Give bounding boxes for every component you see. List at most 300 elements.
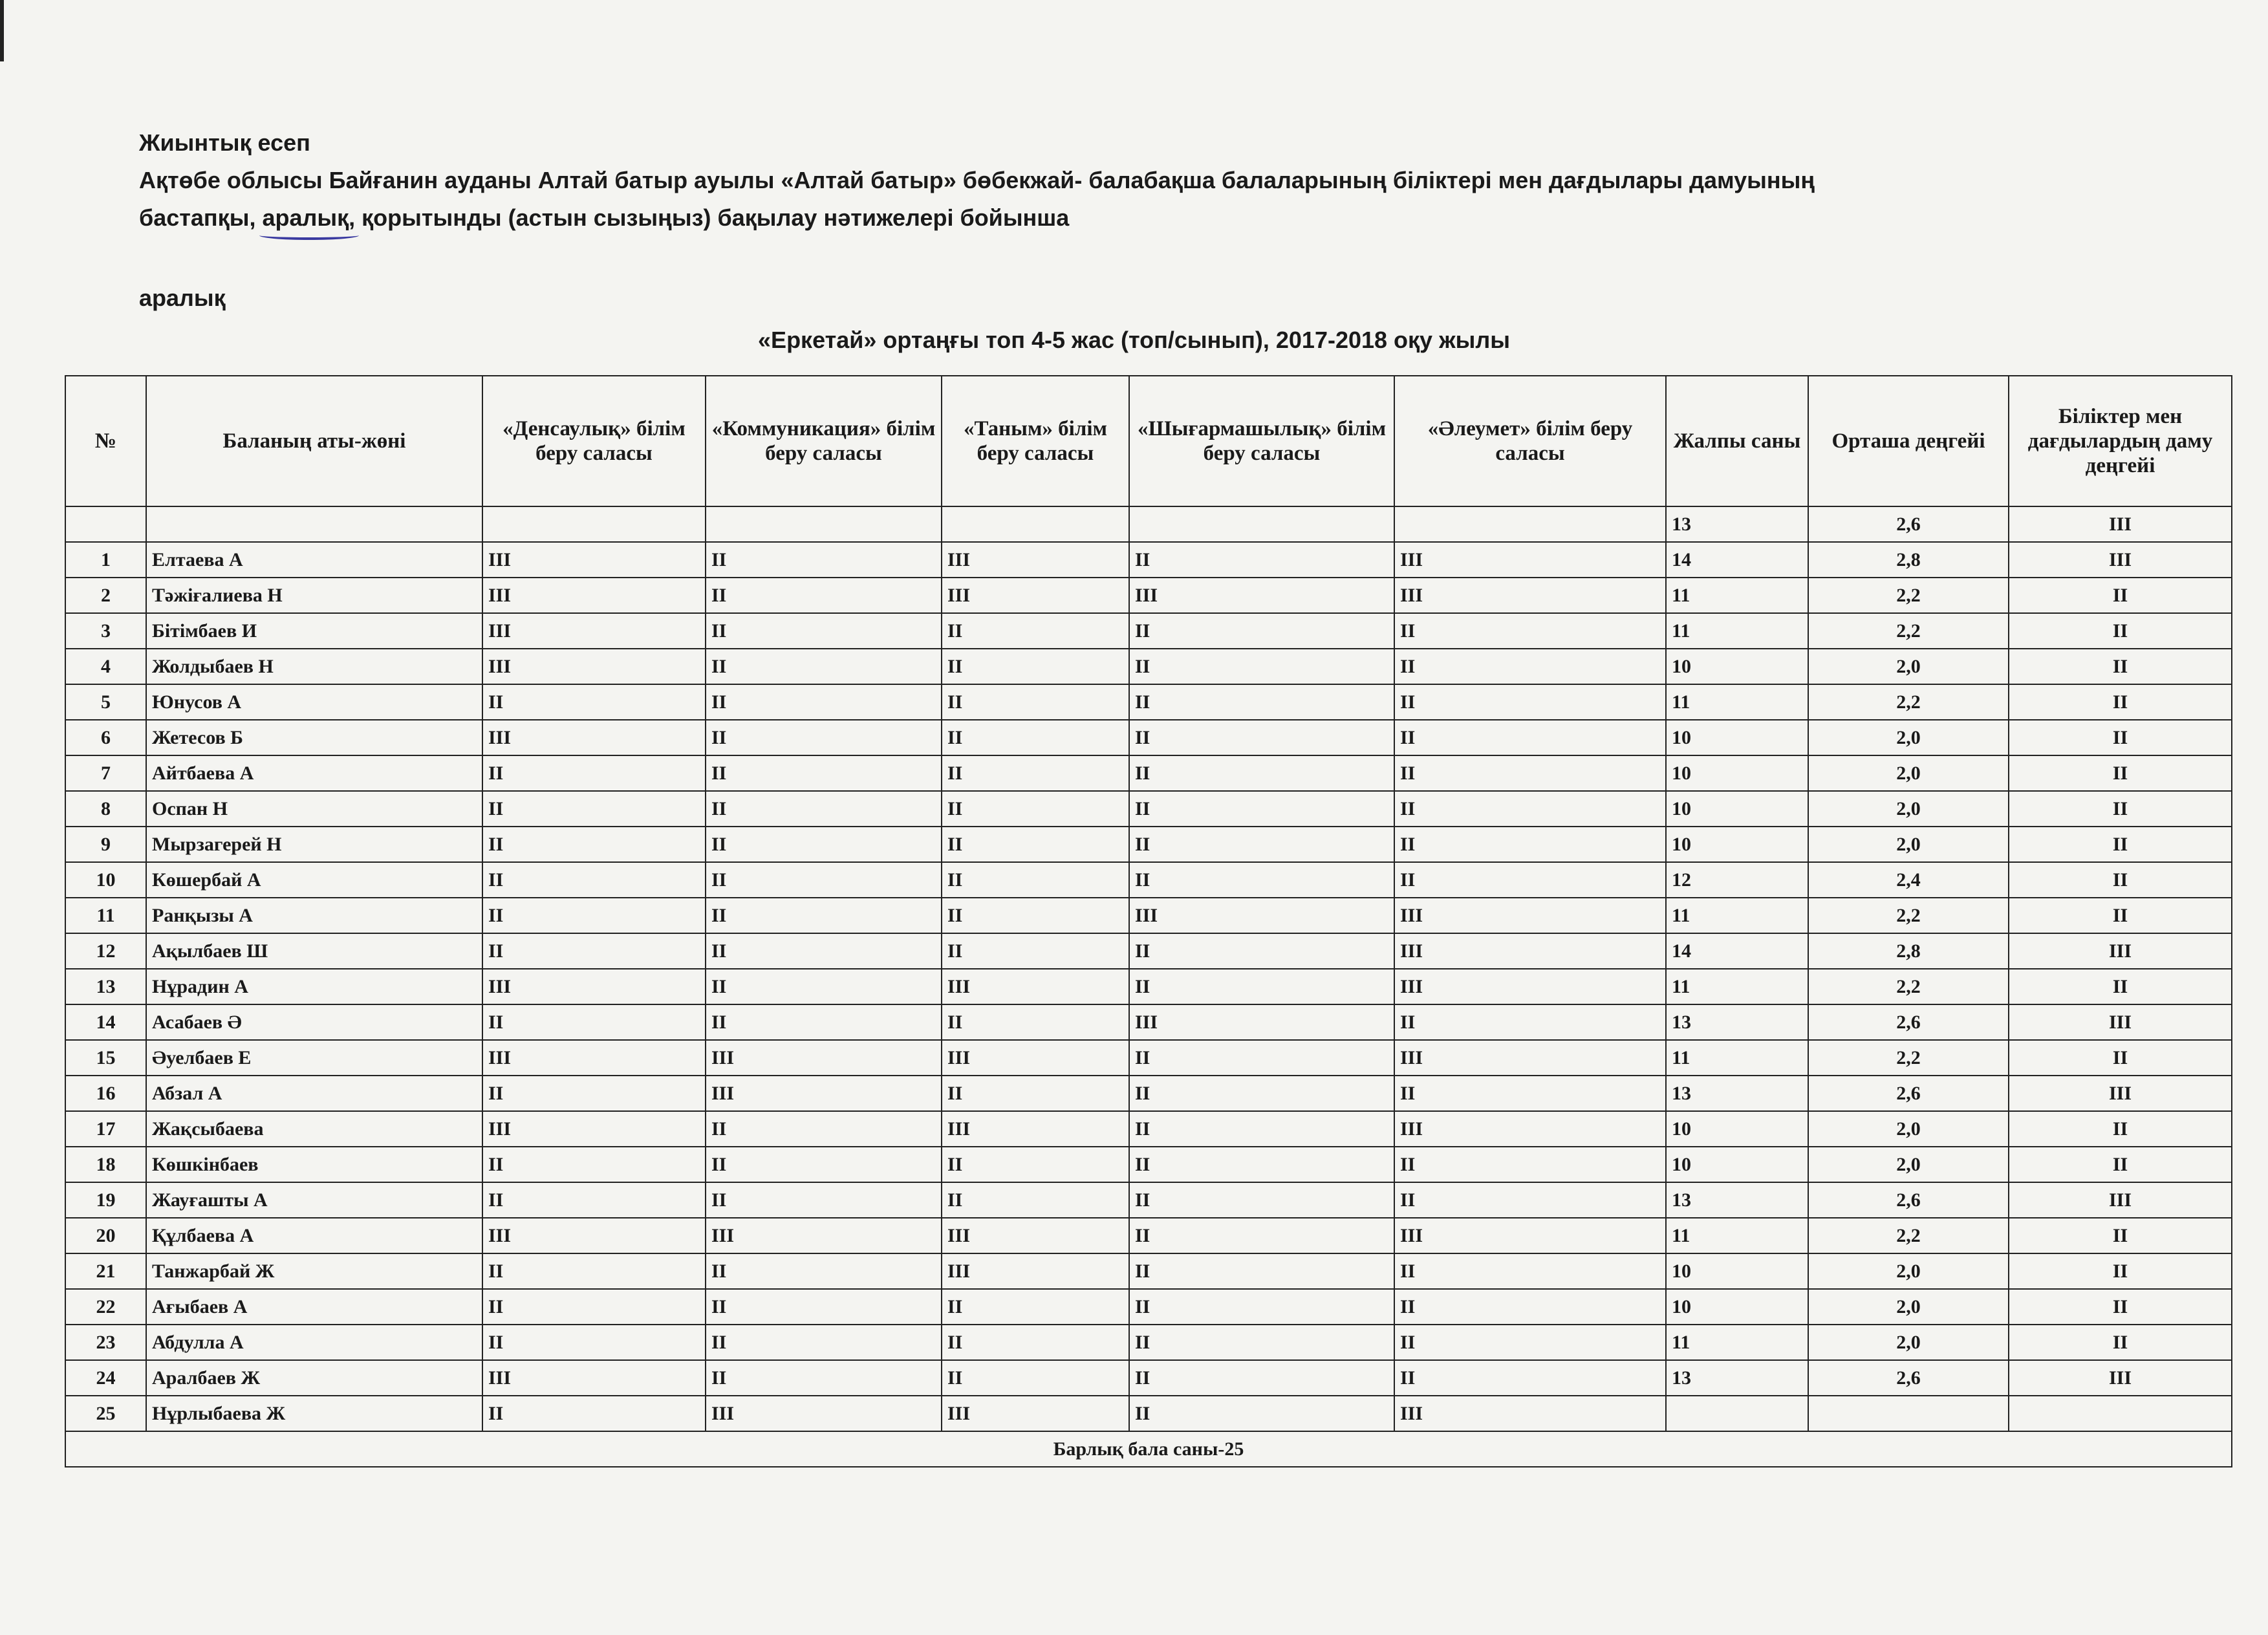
health-level: II — [482, 1147, 706, 1182]
table-row — [65, 1325, 2232, 1360]
average-level: 2,0 — [1808, 1111, 2009, 1147]
table-row — [65, 1289, 2232, 1325]
table-row — [65, 827, 2232, 862]
results-table — [65, 375, 2232, 1467]
communication-level: II — [706, 542, 942, 578]
average-level: 2,6 — [1808, 1004, 2009, 1040]
creativity-level: II — [1129, 1147, 1394, 1182]
communication-level: II — [706, 613, 942, 649]
row-number: 23 — [65, 1325, 146, 1360]
document-title: Жиынтық есеп — [139, 129, 310, 156]
row-number — [65, 506, 146, 542]
cognition-level: II — [942, 862, 1129, 898]
table-row — [65, 1360, 2232, 1396]
health-level: II — [482, 1076, 706, 1111]
development-level: II — [2009, 791, 2232, 827]
development-level: II — [2009, 1253, 2232, 1289]
communication-level: II — [706, 720, 942, 755]
social-level: II — [1394, 1325, 1666, 1360]
social-level: II — [1394, 862, 1666, 898]
total-children-count: Барлық бала саны-25 — [65, 1431, 2232, 1467]
child-name: Елтаева А — [146, 542, 482, 578]
table-row — [65, 862, 2232, 898]
cognition-level: III — [942, 1111, 1129, 1147]
communication-level: II — [706, 1111, 942, 1147]
average-level: 2,2 — [1808, 969, 2009, 1004]
total-score: 11 — [1666, 1325, 1808, 1360]
table-body — [65, 506, 2232, 1431]
social-level: III — [1394, 1396, 1666, 1431]
creativity-level: II — [1129, 791, 1394, 827]
creativity-level: II — [1129, 755, 1394, 791]
child-name: Ағыбаев А — [146, 1289, 482, 1325]
document-subtitle-line-2 — [139, 204, 1069, 232]
development-level: II — [2009, 898, 2232, 933]
health-level: III — [482, 1040, 706, 1076]
creativity-level: II — [1129, 1325, 1394, 1360]
total-score: 10 — [1666, 1289, 1808, 1325]
row-number: 16 — [65, 1076, 146, 1111]
child-name: Абдулла А — [146, 1325, 482, 1360]
health-level: III — [482, 969, 706, 1004]
cognition-level: II — [942, 613, 1129, 649]
average-level: 2,0 — [1808, 1289, 2009, 1325]
average-level: 2,6 — [1808, 506, 2009, 542]
communication-level: II — [706, 1004, 942, 1040]
health-level: III — [482, 649, 706, 684]
cognition-level: II — [942, 649, 1129, 684]
average-level: 2,0 — [1808, 755, 2009, 791]
creativity-level — [1129, 506, 1394, 542]
child-name: Жетесов Б — [146, 720, 482, 755]
row-number: 1 — [65, 542, 146, 578]
health-level: III — [482, 720, 706, 755]
communication-level: III — [706, 1076, 942, 1111]
communication-level: II — [706, 578, 942, 613]
row-number: 25 — [65, 1396, 146, 1431]
health-level: II — [482, 1325, 706, 1360]
health-level: II — [482, 827, 706, 862]
child-name: Абзал А — [146, 1076, 482, 1111]
row-number: 14 — [65, 1004, 146, 1040]
table-row — [65, 1111, 2232, 1147]
cognition-level: II — [942, 720, 1129, 755]
health-level: II — [482, 1396, 706, 1431]
creativity-level: II — [1129, 1360, 1394, 1396]
cognition-level: III — [942, 1218, 1129, 1253]
total-score: 10 — [1666, 1147, 1808, 1182]
creativity-level: II — [1129, 1289, 1394, 1325]
social-level: II — [1394, 1360, 1666, 1396]
health-level: III — [482, 1360, 706, 1396]
average-level: 2,6 — [1808, 1182, 2009, 1218]
communication-level: II — [706, 827, 942, 862]
total-score: 13 — [1666, 1360, 1808, 1396]
cognition-level: II — [942, 933, 1129, 969]
table-row — [65, 1253, 2232, 1289]
cognition-level: II — [942, 1360, 1129, 1396]
child-name: Көшкінбаев — [146, 1147, 482, 1182]
health-level: II — [482, 862, 706, 898]
row-number: 13 — [65, 969, 146, 1004]
creativity-level: II — [1129, 1218, 1394, 1253]
average-level: 2,0 — [1808, 720, 2009, 755]
total-score: 11 — [1666, 684, 1808, 720]
col-header-cognition: «Таным» білім беру саласы — [942, 376, 1129, 506]
communication-level: II — [706, 933, 942, 969]
row-number: 9 — [65, 827, 146, 862]
table-row — [65, 898, 2232, 933]
table-row — [65, 1076, 2232, 1111]
social-level: II — [1394, 827, 1666, 862]
social-level: II — [1394, 1289, 1666, 1325]
development-level: II — [2009, 1111, 2232, 1147]
child-name: Тәжіғалиева Н — [146, 578, 482, 613]
table-row — [65, 649, 2232, 684]
total-score: 10 — [1666, 649, 1808, 684]
social-level: II — [1394, 1004, 1666, 1040]
child-name: Аралбаев Ж — [146, 1360, 482, 1396]
col-header-child-name: Баланың аты-жөні — [146, 376, 482, 506]
social-level: II — [1394, 1182, 1666, 1218]
social-level: III — [1394, 1218, 1666, 1253]
child-name — [146, 506, 482, 542]
table-header-row — [65, 376, 2232, 506]
cognition-level: II — [942, 898, 1129, 933]
creativity-level: II — [1129, 1396, 1394, 1431]
stage-initial: бастапқы, — [139, 204, 263, 231]
communication-level: II — [706, 1182, 942, 1218]
social-level: II — [1394, 649, 1666, 684]
table-row — [65, 1182, 2232, 1218]
development-level: II — [2009, 684, 2232, 720]
child-name: Көшербай А — [146, 862, 482, 898]
row-number: 19 — [65, 1182, 146, 1218]
row-number: 18 — [65, 1147, 146, 1182]
cognition-level: II — [942, 1182, 1129, 1218]
total-score: 10 — [1666, 1253, 1808, 1289]
child-name: Ранқызы А — [146, 898, 482, 933]
average-level: 2,4 — [1808, 862, 2009, 898]
creativity-level: II — [1129, 613, 1394, 649]
communication-level: II — [706, 649, 942, 684]
development-level: II — [2009, 827, 2232, 862]
creativity-level: II — [1129, 649, 1394, 684]
cognition-level: III — [942, 969, 1129, 1004]
average-level: 2,2 — [1808, 898, 2009, 933]
total-score: 10 — [1666, 720, 1808, 755]
col-header-development-level: Біліктер мен дағдылардың даму деңгейі — [2009, 376, 2232, 506]
average-level: 2,0 — [1808, 1253, 2009, 1289]
row-number: 20 — [65, 1218, 146, 1253]
communication-level: II — [706, 1325, 942, 1360]
col-header-social: «Әлеумет» білім беру саласы — [1394, 376, 1666, 506]
col-header-number: № — [65, 376, 146, 506]
col-header-creativity: «Шығармашылық» білім беру саласы — [1129, 376, 1394, 506]
average-level: 2,2 — [1808, 684, 2009, 720]
cognition-level: II — [942, 1289, 1129, 1325]
table-row — [65, 578, 2232, 613]
communication-level: III — [706, 1218, 942, 1253]
social-level: III — [1394, 933, 1666, 969]
stage-label: аралық — [139, 285, 226, 311]
child-name: Оспан Н — [146, 791, 482, 827]
row-number: 6 — [65, 720, 146, 755]
child-name: Юнусов А — [146, 684, 482, 720]
child-name: Танжарбай Ж — [146, 1253, 482, 1289]
total-score: 13 — [1666, 506, 1808, 542]
health-level: III — [482, 1218, 706, 1253]
row-number: 3 — [65, 613, 146, 649]
table-row — [65, 542, 2232, 578]
child-name: Бітімбаев И — [146, 613, 482, 649]
development-level: II — [2009, 720, 2232, 755]
communication-level: II — [706, 684, 942, 720]
child-name: Айтбаева А — [146, 755, 482, 791]
total-score: 13 — [1666, 1076, 1808, 1111]
total-score: 10 — [1666, 791, 1808, 827]
social-level: II — [1394, 755, 1666, 791]
communication-level: II — [706, 969, 942, 1004]
development-level: III — [2009, 1182, 2232, 1218]
social-level: II — [1394, 1147, 1666, 1182]
creativity-level: III — [1129, 898, 1394, 933]
creativity-level: II — [1129, 542, 1394, 578]
child-name: Нұрадин А — [146, 969, 482, 1004]
table-row — [65, 1147, 2232, 1182]
stage-rest: қорытынды (астын сызыңыз) бақылау нәтижелері бойынша — [355, 204, 1070, 231]
creativity-level: III — [1129, 1004, 1394, 1040]
development-level: II — [2009, 1147, 2232, 1182]
table-row — [65, 684, 2232, 720]
development-level: II — [2009, 1218, 2232, 1253]
row-number: 8 — [65, 791, 146, 827]
social-level: III — [1394, 1111, 1666, 1147]
cognition-level: III — [942, 1040, 1129, 1076]
row-number: 22 — [65, 1289, 146, 1325]
health-level: II — [482, 684, 706, 720]
col-header-total: Жалпы саны — [1666, 376, 1808, 506]
creativity-level: II — [1129, 720, 1394, 755]
communication-level: III — [706, 1396, 942, 1431]
development-level: II — [2009, 969, 2232, 1004]
creativity-level: II — [1129, 1253, 1394, 1289]
stage-intermediate-underlined: аралық, — [262, 204, 356, 231]
total-score: 10 — [1666, 1111, 1808, 1147]
child-name: Ақылбаев Ш — [146, 933, 482, 969]
table-row — [65, 506, 2232, 542]
creativity-level: II — [1129, 933, 1394, 969]
health-level: III — [482, 613, 706, 649]
cognition-level: II — [942, 1325, 1129, 1360]
health-level: II — [482, 1253, 706, 1289]
communication-level: II — [706, 1147, 942, 1182]
row-number: 7 — [65, 755, 146, 791]
child-name: Асабаев Ә — [146, 1004, 482, 1040]
child-name: Мырзагерей Н — [146, 827, 482, 862]
total-score: 13 — [1666, 1004, 1808, 1040]
health-level: II — [482, 791, 706, 827]
scan-edge-mark — [0, 0, 4, 61]
health-level: II — [482, 1289, 706, 1325]
row-number: 21 — [65, 1253, 146, 1289]
row-number: 5 — [65, 684, 146, 720]
table-row — [65, 969, 2232, 1004]
social-level: II — [1394, 613, 1666, 649]
creativity-level: II — [1129, 862, 1394, 898]
child-name: Жақсыбаева — [146, 1111, 482, 1147]
communication-level: II — [706, 1289, 942, 1325]
development-level: II — [2009, 578, 2232, 613]
creativity-level: II — [1129, 969, 1394, 1004]
row-number: 24 — [65, 1360, 146, 1396]
creativity-level: II — [1129, 1111, 1394, 1147]
row-number: 10 — [65, 862, 146, 898]
average-level: 2,8 — [1808, 933, 2009, 969]
communication-level: II — [706, 862, 942, 898]
col-header-health: «Денсаулық» білім беру саласы — [482, 376, 706, 506]
average-level: 2,6 — [1808, 1360, 2009, 1396]
health-level: II — [482, 1182, 706, 1218]
total-score: 11 — [1666, 1218, 1808, 1253]
creativity-level: II — [1129, 1076, 1394, 1111]
social-level: III — [1394, 969, 1666, 1004]
development-level — [2009, 1396, 2232, 1431]
average-level: 2,2 — [1808, 613, 2009, 649]
average-level: 2,8 — [1808, 542, 2009, 578]
table-footer-row — [65, 1431, 2232, 1467]
cognition-level: II — [942, 1004, 1129, 1040]
row-number: 4 — [65, 649, 146, 684]
creativity-level: II — [1129, 827, 1394, 862]
health-level: III — [482, 578, 706, 613]
development-level: III — [2009, 506, 2232, 542]
cognition-level: III — [942, 578, 1129, 613]
table-row — [65, 933, 2232, 969]
average-level: 2,0 — [1808, 1147, 2009, 1182]
average-level: 2,0 — [1808, 791, 2009, 827]
development-level: II — [2009, 1325, 2232, 1360]
table-row — [65, 1396, 2232, 1431]
child-name: Нұрлыбаева Ж — [146, 1396, 482, 1431]
total-score: 11 — [1666, 1040, 1808, 1076]
total-score: 11 — [1666, 613, 1808, 649]
table-row — [65, 1040, 2232, 1076]
row-number: 2 — [65, 578, 146, 613]
table-row — [65, 1004, 2232, 1040]
development-level: III — [2009, 542, 2232, 578]
development-level: II — [2009, 1289, 2232, 1325]
total-score — [1666, 1396, 1808, 1431]
cognition-level: II — [942, 1076, 1129, 1111]
social-level: II — [1394, 720, 1666, 755]
average-level: 2,2 — [1808, 1040, 2009, 1076]
development-level: II — [2009, 649, 2232, 684]
table-row — [65, 1218, 2232, 1253]
health-level: II — [482, 755, 706, 791]
creativity-level: II — [1129, 1040, 1394, 1076]
document-subtitle-line-1: Ақтөбе облысы Байғанин ауданы Алтай батыр ауылы «Алтай батыр» бөбекжай- балабақша балаларының біліктері мен дағдылары дамуының — [139, 167, 1815, 193]
communication-level: II — [706, 791, 942, 827]
development-level: III — [2009, 1076, 2232, 1111]
total-score: 14 — [1666, 933, 1808, 969]
development-level: II — [2009, 862, 2232, 898]
table-row — [65, 720, 2232, 755]
development-level: II — [2009, 1040, 2232, 1076]
cognition-level: III — [942, 542, 1129, 578]
cognition-level: II — [942, 1147, 1129, 1182]
communication-level — [706, 506, 942, 542]
average-level: 2,6 — [1808, 1076, 2009, 1111]
col-header-average: Орташа деңгейі — [1808, 376, 2009, 506]
social-level: III — [1394, 898, 1666, 933]
child-name: Жауғашты А — [146, 1182, 482, 1218]
social-level: II — [1394, 1076, 1666, 1111]
creativity-level: II — [1129, 1182, 1394, 1218]
social-level: II — [1394, 791, 1666, 827]
health-level: II — [482, 933, 706, 969]
communication-level: II — [706, 755, 942, 791]
table-row — [65, 613, 2232, 649]
cognition-level: II — [942, 684, 1129, 720]
communication-level: II — [706, 1253, 942, 1289]
communication-level: II — [706, 898, 942, 933]
health-level: III — [482, 542, 706, 578]
social-level: III — [1394, 542, 1666, 578]
development-level: III — [2009, 933, 2232, 969]
total-score: 11 — [1666, 578, 1808, 613]
average-level: 2,0 — [1808, 1325, 2009, 1360]
development-level: III — [2009, 1004, 2232, 1040]
average-level: 2,0 — [1808, 649, 2009, 684]
development-level: II — [2009, 755, 2232, 791]
development-level: III — [2009, 1360, 2232, 1396]
total-score: 10 — [1666, 827, 1808, 862]
social-level — [1394, 506, 1666, 542]
total-score: 14 — [1666, 542, 1808, 578]
health-level: II — [482, 898, 706, 933]
child-name: Жолдыбаев Н — [146, 649, 482, 684]
table-row — [65, 755, 2232, 791]
child-name: Әуелбаев Е — [146, 1040, 482, 1076]
total-score: 11 — [1666, 898, 1808, 933]
communication-level: III — [706, 1040, 942, 1076]
total-score: 13 — [1666, 1182, 1808, 1218]
social-level: II — [1394, 684, 1666, 720]
row-number: 15 — [65, 1040, 146, 1076]
cognition-level: II — [942, 827, 1129, 862]
child-name: Құлбаева А — [146, 1218, 482, 1253]
creativity-level: II — [1129, 684, 1394, 720]
total-score: 10 — [1666, 755, 1808, 791]
total-score: 11 — [1666, 969, 1808, 1004]
row-number: 12 — [65, 933, 146, 969]
social-level: III — [1394, 1040, 1666, 1076]
health-level — [482, 506, 706, 542]
group-caption: «Еркетай» ортаңғы топ 4-5 жас (топ/сынып), 2017-2018 оқу жылы — [758, 327, 1510, 353]
health-level: II — [482, 1004, 706, 1040]
communication-level: II — [706, 1360, 942, 1396]
average-level — [1808, 1396, 2009, 1431]
total-score: 12 — [1666, 862, 1808, 898]
average-level: 2,2 — [1808, 578, 2009, 613]
row-number: 17 — [65, 1111, 146, 1147]
cognition-level: III — [942, 1396, 1129, 1431]
col-header-communication: «Коммуникация» білім беру саласы — [706, 376, 942, 506]
row-number: 11 — [65, 898, 146, 933]
average-level: 2,0 — [1808, 827, 2009, 862]
cognition-level — [942, 506, 1129, 542]
